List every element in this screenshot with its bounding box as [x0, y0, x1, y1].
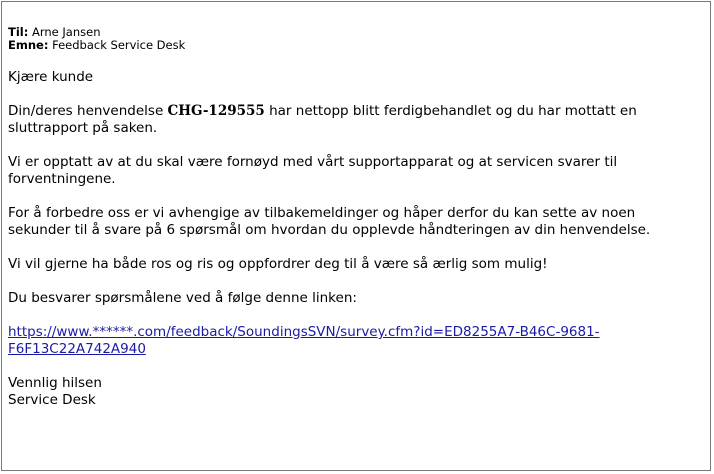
survey-link-paragraph	[8, 324, 698, 358]
survey-link-line-2: F6F13C22A742A940	[8, 341, 146, 357]
paragraph-case-status-start: Din/deres henvendelse	[8, 103, 168, 119]
paragraph-satisfaction: Vi er opptatt av at du skal være fornøyd med vårt supportapparat og at servicen svarer til forventningene.	[8, 154, 618, 187]
email-frame	[1, 1, 711, 471]
survey-link-line-1: https://www.******.com/feedback/SoundingsSVN/survey.cfm?id=ED8255A7-B46C-9681-	[8, 324, 600, 340]
paragraph-honesty: Vi vil gjerne ha både ros og ris og oppfordrer deg til å være så ærlig som mulig!	[8, 256, 548, 272]
paragraph-case-status	[8, 103, 698, 137]
to-label: Til:	[8, 25, 29, 39]
email-header	[8, 26, 185, 52]
survey-link[interactable]	[8, 324, 600, 357]
subject-value: Feedback Service Desk	[52, 38, 186, 52]
paragraph-case-status-end: har nettopp blitt ferdigbehandlet og du har mottatt en sluttrapport på saken.	[8, 103, 637, 136]
email-body	[8, 69, 698, 409]
signature: Service Desk	[8, 392, 96, 408]
paragraph-feedback-request: For å forbedre oss er vi avhengige av tilbakemeldinger og håper derfor du kan sette av noen sekunder til å svare på 6 spørsmål om hvordan du opplevde håndteringen av din henvendelse.	[8, 205, 651, 238]
greeting: Kjære kunde	[8, 69, 94, 85]
subject-label: Emne:	[8, 38, 49, 52]
to-value: Arne Jansen	[31, 25, 101, 39]
closing: Vennlig hilsen	[8, 375, 102, 391]
subject-row	[8, 39, 185, 52]
paragraph-link-intro: Du besvarer spørsmålene ved å følge denne linken:	[8, 290, 357, 306]
signature-block	[8, 375, 698, 409]
case-reference: CHG-129555	[167, 103, 265, 119]
